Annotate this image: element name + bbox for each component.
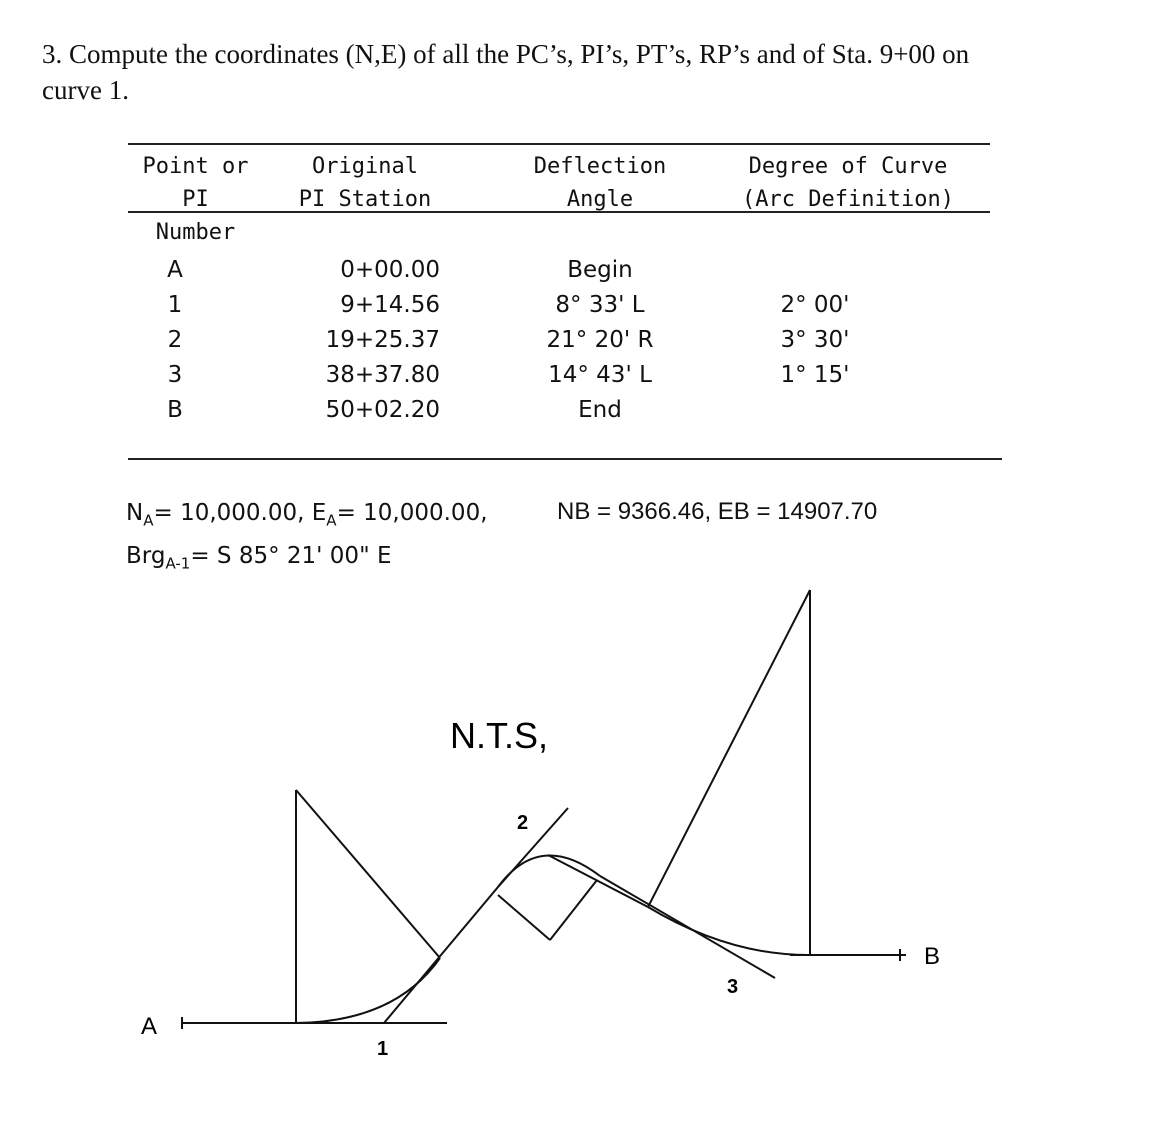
given-brg-sub: A-1 <box>165 554 191 573</box>
label-pi-1: 1 <box>377 1038 389 1060</box>
table-cell-station: 38+37.80 <box>325 362 440 388</box>
header-degree-line2: (Arc Definition) <box>742 187 954 212</box>
label-pi-3: 3 <box>727 976 739 998</box>
table-cell-deflection: 14° 43' L <box>548 362 652 388</box>
table-cell-point: 1 <box>167 292 183 318</box>
problem-line-2: curve 1. <box>42 75 129 105</box>
table-cell-station: 0+00.00 <box>340 257 440 283</box>
header-deflection-line1: Deflection <box>533 154 667 179</box>
given-na-sub: A <box>143 511 154 530</box>
radius-line <box>296 790 440 958</box>
given-ea-value: = 10,000.00, <box>336 500 488 526</box>
table-cell-deflection: 8° 33' L <box>555 292 645 318</box>
curve-1 <box>296 958 440 1023</box>
header-deflection-line2: Angle <box>566 187 634 212</box>
table-cell-degree: 2° 00' <box>780 292 850 318</box>
given-brg-value: = S 85° 21' 00" E <box>190 543 392 569</box>
table-cell-station: 19+25.37 <box>325 327 440 353</box>
table-cell-station: 50+02.20 <box>325 397 440 423</box>
table-cell-deflection: End <box>578 397 622 423</box>
tangent-line <box>498 808 568 887</box>
given-na-value: = 10,000.00, <box>153 500 305 526</box>
table-cell-deflection: Begin <box>567 257 633 283</box>
label-point-b: B <box>924 943 941 970</box>
given-ea-label: E <box>311 500 327 526</box>
table-cell-point: A <box>167 257 183 283</box>
table-cell-point: 2 <box>167 327 183 353</box>
header-station-line1: Original <box>312 154 418 179</box>
table-cell-degree: 3° 30' <box>780 327 850 353</box>
tangent-line <box>384 887 498 1023</box>
problem-line-1: 3. Compute the coordinates (N,E) of all the PC’s, PI’s, PT’s, RP’s and of Sta. 9+00 on <box>42 39 970 69</box>
label-point-a: A <box>141 1013 158 1040</box>
nts-note: N.T.S, <box>450 715 549 756</box>
radius-line <box>648 590 810 907</box>
given-na-label: N <box>126 500 144 526</box>
curve-3 <box>648 907 808 955</box>
table-cell-point: 3 <box>167 362 183 388</box>
table-cell-point: B <box>167 397 183 423</box>
given-brg-label: Brg <box>126 543 166 569</box>
header-degree-line1: Degree of Curve <box>748 154 948 179</box>
given-ea-sub: A <box>326 511 337 530</box>
header-station-line2: PI Station <box>298 187 432 212</box>
tangent-line <box>548 855 648 907</box>
table-cell-degree: 1° 15' <box>780 362 850 388</box>
table-cell-deflection: 21° 20' R <box>546 327 654 353</box>
header-point-line2: Number <box>155 220 236 245</box>
label-pi-2: 2 <box>517 812 529 834</box>
table-cell-station: 9+14.56 <box>340 292 440 318</box>
given-coordinates-b: NB = 9366.46, EB = 14907.70 <box>557 498 878 525</box>
radius-line <box>550 880 597 940</box>
radius-line <box>498 895 550 940</box>
header-point-line1: Point or PI <box>142 154 249 212</box>
